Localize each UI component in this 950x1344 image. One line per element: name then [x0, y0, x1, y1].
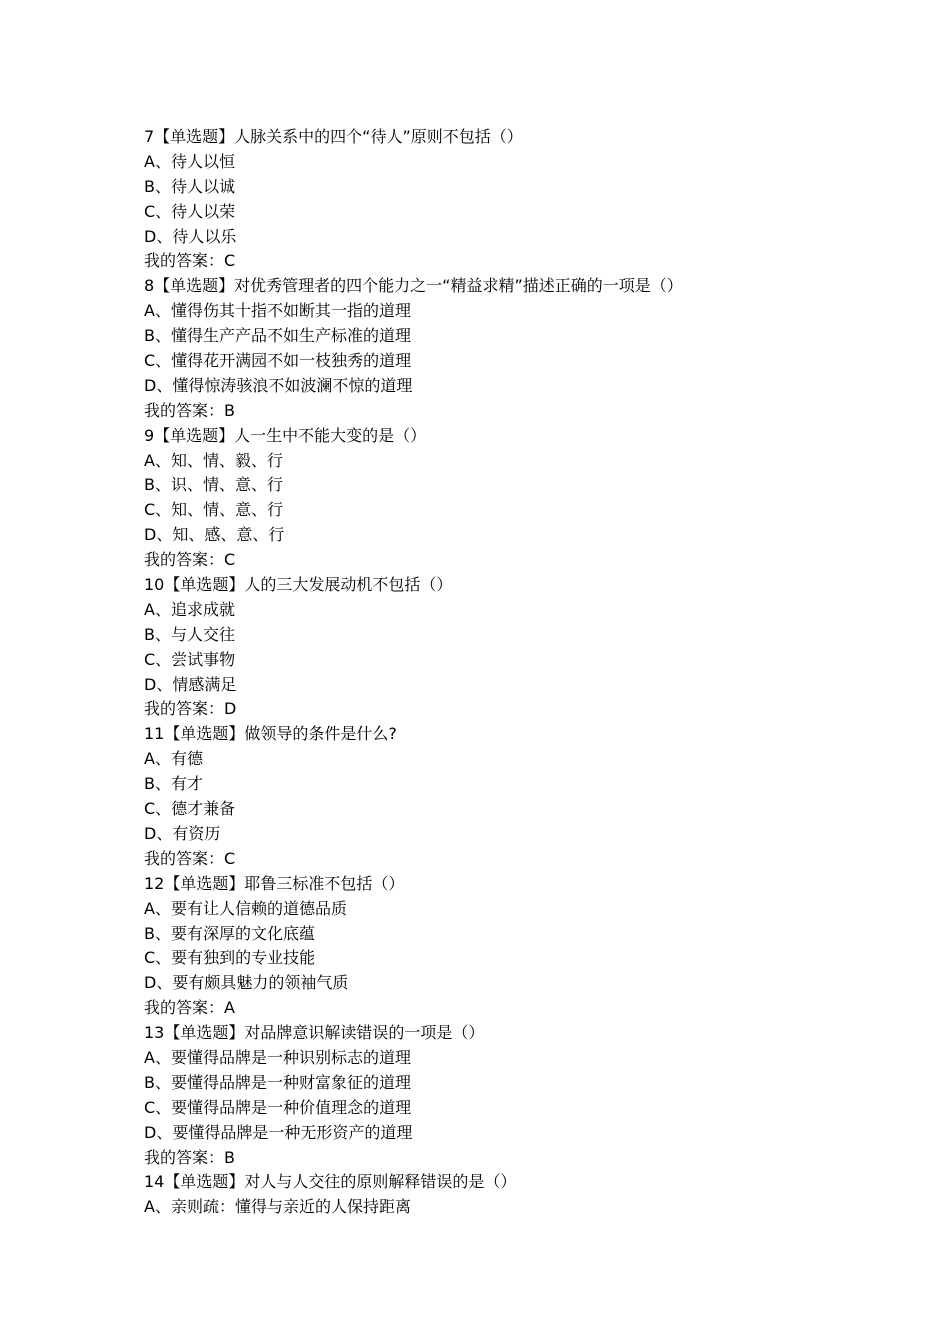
question-12-option-a: A、要有让人信赖的道德品质	[144, 898, 347, 918]
question-8-option-a: A、懂得伤其十指不如断其一指的道理	[144, 301, 411, 321]
question-9-answer: 我的答案：C	[144, 550, 236, 570]
question-13-option-d: D、要懂得品牌是一种无形资产的道理	[144, 1122, 413, 1142]
question-7-option-c: C、待人以荣	[144, 201, 236, 221]
question-14-title: 14【单选题】对人与人交往的原则解释错误的是（）	[144, 1172, 517, 1192]
question-11-option-c: C、德才兼备	[144, 799, 236, 819]
question-9-title: 9【单选题】人一生中不能大变的是（）	[144, 425, 427, 445]
question-10-option-d: D、情感满足	[144, 674, 237, 694]
question-11-option-d: D、有资历	[144, 823, 221, 843]
question-7-title: 7【单选题】人脉关系中的四个“待人”原则不包括（）	[144, 127, 523, 146]
question-13-option-c: C、要懂得品牌是一种价值理念的道理	[144, 1097, 412, 1117]
question-13-answer: 我的答案：B	[144, 1147, 235, 1167]
question-10-answer: 我的答案：D	[144, 699, 237, 719]
question-8-answer: 我的答案：B	[144, 400, 235, 420]
question-8-title: 8【单选题】对优秀管理者的四个能力之一“精益求精”描述正确的一项是（）	[144, 276, 683, 296]
question-7-answer: 我的答案：C	[144, 251, 236, 271]
question-8-option-d: D、懂得惊涛骇浪不如波澜不惊的道理	[144, 375, 413, 395]
question-9-option-d: D、知、感、意、行	[144, 525, 285, 545]
question-14-option-a: A、亲则疏：懂得与亲近的人保持距离	[144, 1197, 411, 1217]
question-7-option-b: B、待人以诚	[144, 176, 235, 196]
question-9-option-b: B、识、情、意、行	[144, 475, 283, 495]
question-7-option-a: A、待人以恒	[144, 151, 235, 171]
question-12-title: 12【单选题】耶鲁三标准不包括（）	[144, 873, 405, 893]
question-9-option-a: A、知、情、毅、行	[144, 450, 283, 470]
question-8-option-b: B、懂得生产产品不如生产标准的道理	[144, 326, 411, 346]
question-list	[144, 125, 844, 1220]
question-10-title: 10【单选题】人的三大发展动机不包括（）	[144, 575, 453, 595]
question-11-option-a: A、有德	[144, 749, 203, 769]
question-13-option-a: A、要懂得品牌是一种识别标志的道理	[144, 1047, 411, 1067]
question-13-title: 13【单选题】对品牌意识解读错误的一项是（）	[144, 1023, 485, 1043]
question-13-option-b: B、要懂得品牌是一种财富象征的道理	[144, 1072, 411, 1092]
question-9-option-c: C、知、情、意、行	[144, 500, 284, 520]
question-12-option-c: C、要有独到的专业技能	[144, 948, 316, 968]
question-7-option-d: D、待人以乐	[144, 226, 237, 246]
question-10-option-c: C、尝试事物	[144, 649, 236, 669]
question-11-option-b: B、有才	[144, 774, 203, 794]
question-11-title: 11【单选题】做领导的条件是什么?	[144, 724, 397, 744]
question-10-option-a: A、追求成就	[144, 599, 235, 619]
question-11-answer: 我的答案：C	[144, 848, 236, 868]
question-10-option-b: B、与人交往	[144, 624, 235, 644]
question-12-option-d: D、要有颇具魅力的领袖气质	[144, 973, 349, 993]
question-12-option-b: B、要有深厚的文化底蕴	[144, 923, 315, 943]
question-8-option-c: C、懂得花开满园不如一枝独秀的道理	[144, 351, 412, 371]
question-12-answer: 我的答案：A	[144, 998, 235, 1018]
